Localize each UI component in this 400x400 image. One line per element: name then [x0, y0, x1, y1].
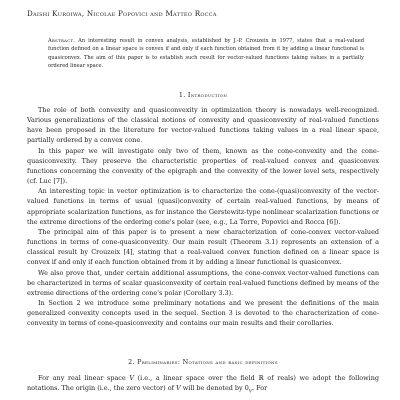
paragraph: The role of both convexity and quasiconvexity in optimization theory is nowadays well-recognized. Various generalizations of the classical notions of convexity and quasiconvexity of real-valued functions have been proposed in the literature for vector-valued functions taking values in a real linear space, partially ordered by a convex cone.	[27, 106, 379, 145]
math-subscript: V	[248, 389, 253, 395]
paragraph: In Section 2 we introduce some preliminary notations and we present the definitions of the main generalized convexity concepts used in the sequel. Section 3 is devoted to the characterization of cone-convexity in terms of cone-quasiconvexity and contains our main results and their corollaries.	[27, 298, 379, 328]
section-2-heading	[27, 358, 379, 367]
section-2-title: Preliminaries: Notations and basic definitions	[137, 358, 278, 366]
abstract-text: An interesting result in convex analysis, established by J.-P. Crouzeix in 1977, states that a real-valued function defined on a linear space is convex if and only if each function obtained from it by adding a linear functional is quasiconvex. The aim of this paper is to establish such result for vector-valued functions taking values in a partially ordered linear space.	[48, 38, 364, 70]
paragraph: In this paper we will investigate only two of them, known as the cone-convexity and the cone-quasiconvexity. They preserve the characteristic properties of real-valued convex and quasiconvex functions concerning the convexity of the epigraph and the convexity of the lower level sets, respectively (cf. Luc [7]).	[27, 146, 379, 186]
section-1-number: 1.	[178, 91, 186, 99]
section-1-title: Introduction	[187, 91, 228, 99]
paragraph	[27, 373, 379, 398]
text-run: . For	[252, 384, 268, 393]
text-run: (i.e., a linear space over the field ℝ of reals) we adopt the following notations. The origin (i.e., the zero vector) of	[27, 374, 379, 393]
paragraph: The principal aim of this paper is to present a new characterization of cone-convex vector-valued functions in terms of cone-quasiconvexity. Our main result (Theorem 3.1) represents an extension of a classical result by Crouzeix [4], stating that a real-valued convex function defined on a linear space is convex if and only if each function obtained from it by adding a linear functional is quasiconvex.	[27, 227, 379, 267]
section-2-body	[27, 373, 379, 398]
paragraph: We also prove that, under certain additional assumptions, the cone-convex vector-valued functions can be characterized in terms of scalar quasiconvexity of certain real-valued functions defined by means of the extreme directions of the ordering cone's polar (Corollary 3.3).	[27, 268, 379, 297]
math-var: V	[129, 374, 135, 382]
section-2-number: 2.	[128, 358, 135, 366]
section-1-body	[27, 105, 379, 328]
math-var: V	[176, 384, 181, 393]
abstract	[48, 37, 364, 71]
author-line: Daishi Kuroiwa, Nicolae Popovici and Matteo Rocca	[27, 9, 217, 18]
abstract-label: Abstract.	[48, 38, 76, 44]
text-run: For any real linear space	[38, 374, 130, 382]
text-run: will be denoted by 0	[180, 384, 249, 393]
paragraph: An interesting topic in vector optimization is to characterize the cone-(quasi)convexity of the vector-valued functions in terms of usual (quasi)convexity of certain real-valued functions, by means of appropriate scalarization functions, as for instance the Gerstewitz-type nonlinear scalarization functions or the extreme directions of the ordering cone's polar (see, e.g., La Torre, Popovici and Rocca [6]).	[27, 187, 379, 226]
section-1-heading	[27, 91, 379, 100]
